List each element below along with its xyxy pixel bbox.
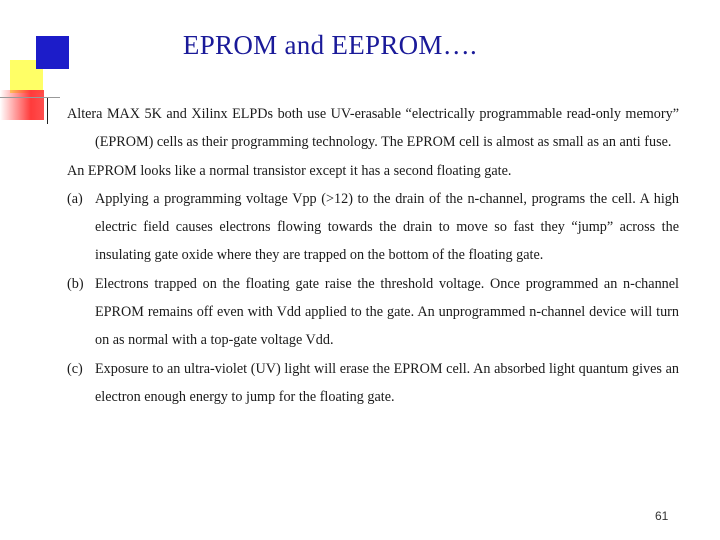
list-item-label: (a) [67,190,83,207]
slide-body [67,100,679,411]
list-item-c [67,355,679,412]
list-item-label: (b) [67,275,84,292]
paragraph-floating-gate: An EPROM looks like a normal transistor except it has a second floating gate. [67,162,512,179]
decor-horizontal-line [0,97,60,98]
decor-vertical-line [47,98,48,124]
list-item-text: Exposure to an ultra-violet (UV) light will erase the EPROM cell. An absorbed light quantum gives an electron enough energy to jump for the floating gate. [95,360,679,405]
page-number: 61 [655,509,669,523]
list-item-a [67,185,679,270]
paragraph-intro: Altera MAX 5K and Xilinx ELPDs both use UV-erasable “electrically programmable read-only memory” (EPROM) cells as their programming technology. The EPROM cell is almost as small as an anti fuse. [67,106,679,151]
list-item-label: (c) [67,360,83,377]
slide-title: EPROM and EEPROM…. [182,30,478,60]
list-item-b [67,270,679,355]
list-item-text: Applying a programming voltage Vpp (>12) to the drain of the n-channel, programs the cell. A high electric field causes electrons flowing towards the drain to move so fast they “jump” across the insulating gate oxide where they are trapped on the bottom of the floating gate. [95,190,679,264]
list-item-text: Electrons trapped on the floating gate raise the threshold voltage. Once programmed an n-channel EPROM remains off even with Vdd applied to the gate. An unprogrammed n-channel device will turn on as normal with a top-gate voltage Vdd. [95,275,679,349]
decor-red-square [0,90,44,120]
